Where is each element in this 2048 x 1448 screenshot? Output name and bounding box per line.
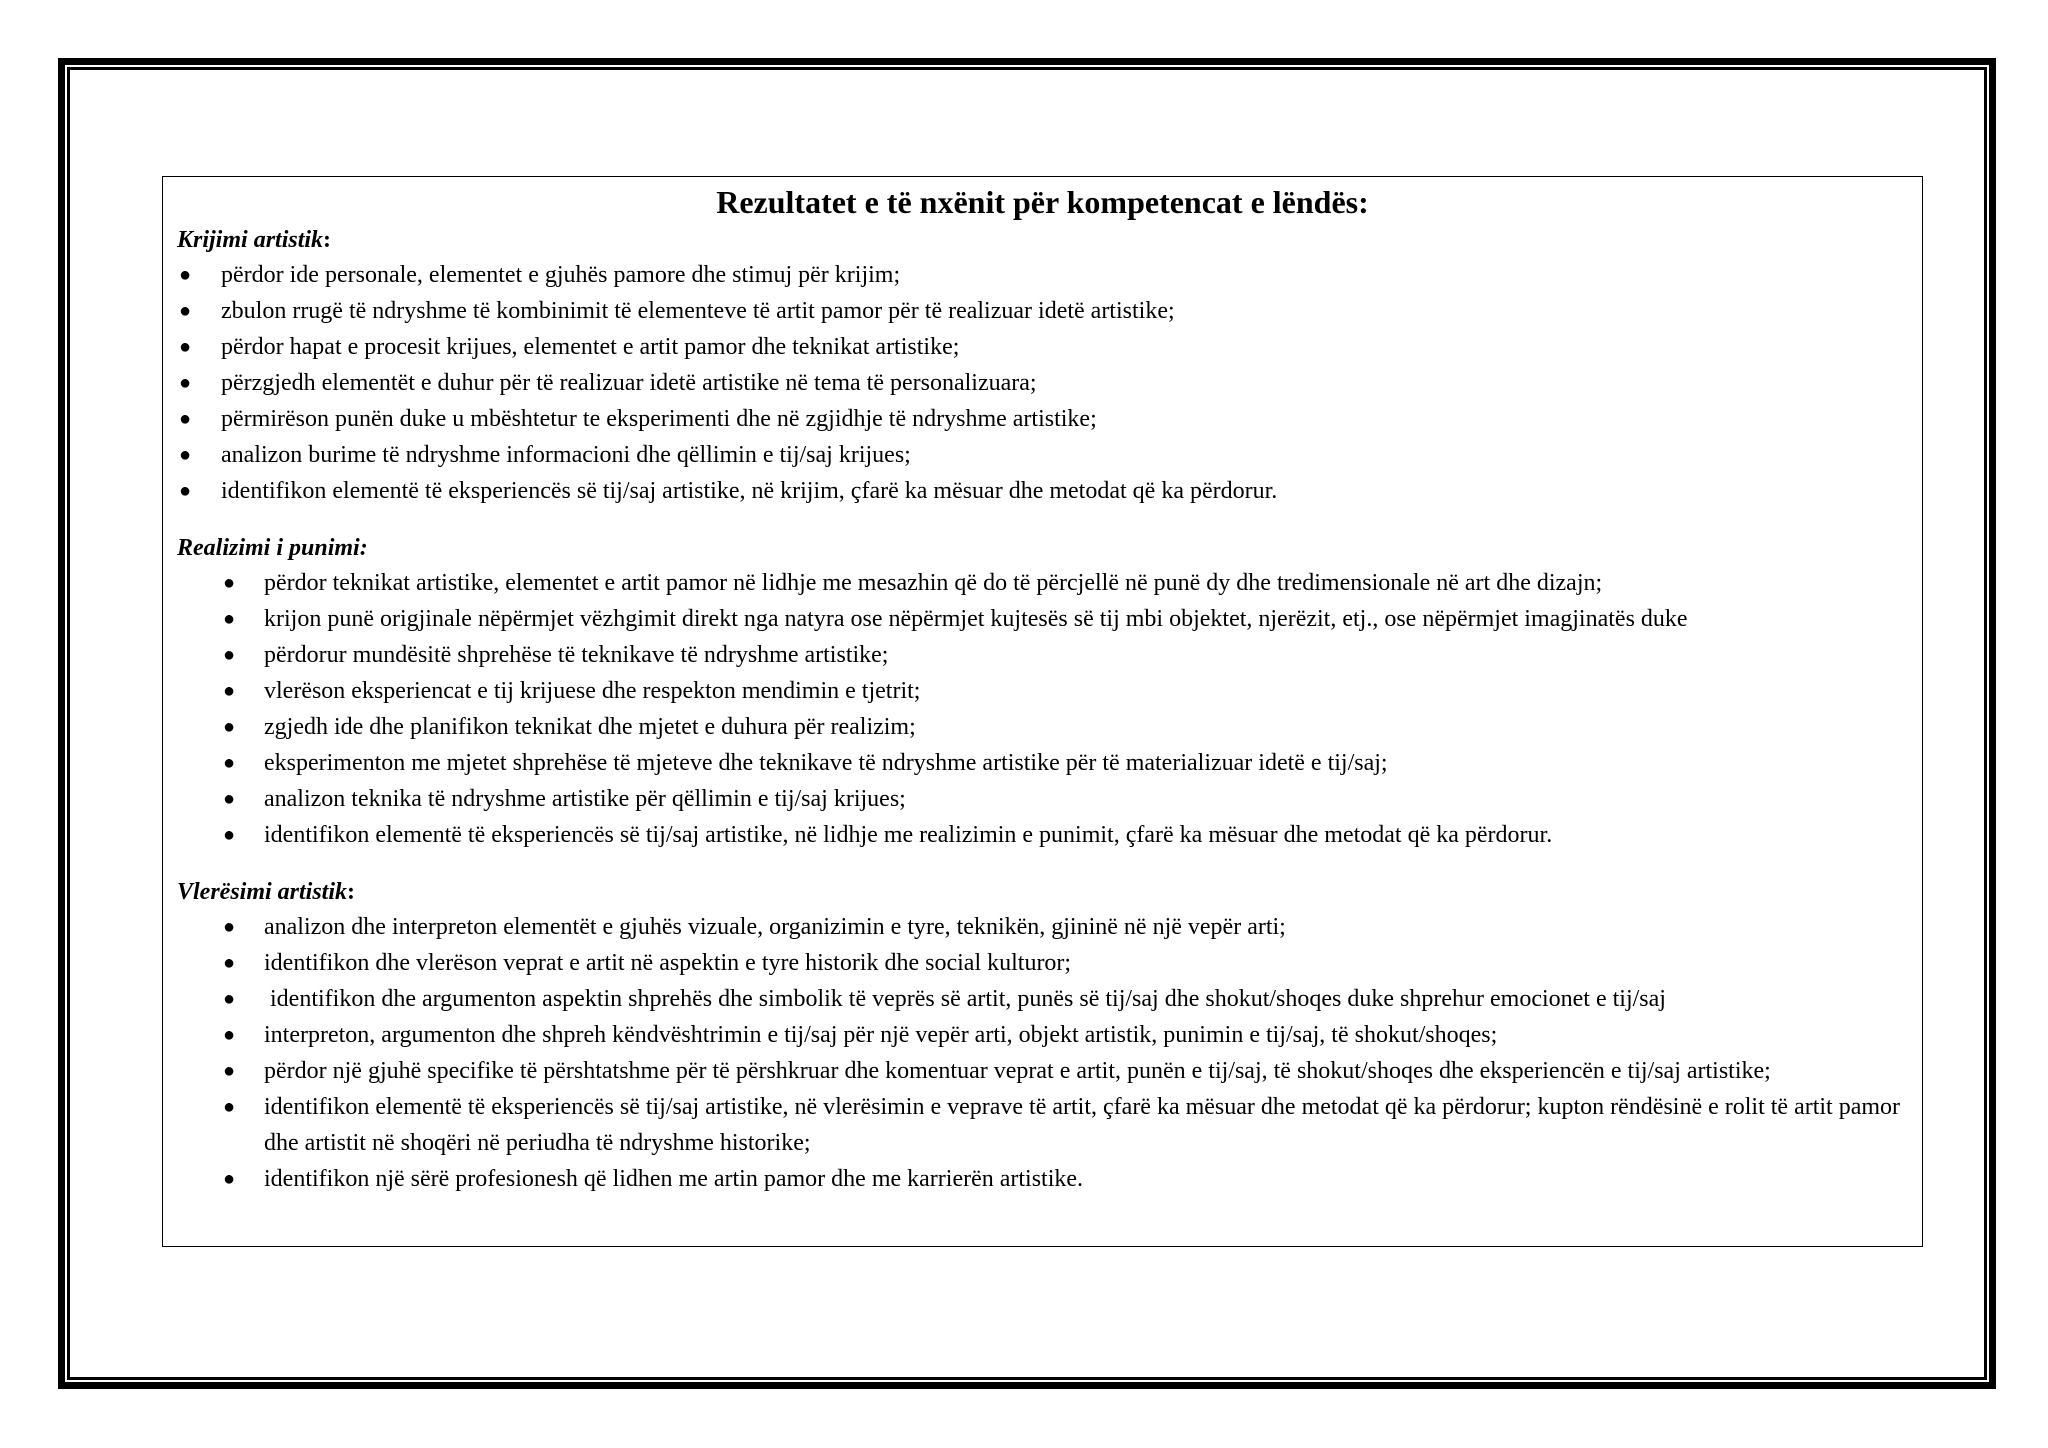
section-spacer	[177, 509, 1908, 531]
bullet-icon: ●	[223, 644, 236, 666]
list-item: ● përdor hapat e procesit krijues, elementet e artit pamor dhe teknikat artistike;	[177, 329, 1908, 365]
list-item: ● identifikon elementë të eksperiencës së tij/saj artistike, në vlerësimin e veprave të artit, çfarë ka mësuar dhe metodat që ka përdorur; kupton rëndësinë e rolit të artit pamor dhe artistit në shoqëri në periudha të ndryshme historike;	[177, 1089, 1908, 1161]
list-item: ● zbulon rrugë të ndryshme të kombinimit të elementeve të artit pamor për të realizuar idetë artistike;	[177, 293, 1908, 329]
list-item: ● përdor një gjuhë specifike të përshtatshme për të përshkruar dhe komentuar veprat e artit, punën e tij/saj, të shokut/shoqes dhe eksperiencën e tij/saj artistike;	[177, 1053, 1908, 1089]
bullet-icon: ●	[179, 264, 192, 286]
list-item: ● vlerëson eksperiencat e tij krijuese dhe respekton mendimin e tjetrit;	[177, 673, 1908, 709]
bullet-icon: ●	[223, 916, 236, 938]
bullet-icon: ●	[179, 480, 192, 502]
bullet-icon: ●	[223, 752, 236, 774]
list-item: ● analizon teknika të ndryshme artistike për qëllimin e tij/saj krijues;	[177, 781, 1908, 817]
list-item: ● identifikon elementë të eksperiencës së tij/saj artistike, në lidhje me realizimin e punimit, çfarë ka mësuar dhe metodat që ka përdorur.	[177, 817, 1908, 853]
bullet-icon: ●	[179, 408, 192, 430]
bullet-icon: ●	[223, 952, 236, 974]
bullet-icon: ●	[223, 1168, 236, 1190]
list-item: ● identifikon një sërë profesionesh që lidhen me artin pamor dhe me karrierën artistike.	[177, 1161, 1908, 1197]
list-item: ● identifikon dhe argumenton aspektin shprehës dhe simbolik të veprës së artit, punës së tij/saj dhe shokut/shoqes duke shprehur emocionet e tij/saj	[177, 981, 1908, 1017]
list-item: ● analizon burime të ndryshme informacioni dhe qëllimin e tij/saj krijues;	[177, 437, 1908, 473]
bullet-icon: ●	[223, 988, 236, 1010]
bullet-icon: ●	[223, 1060, 236, 1082]
list-item: ● eksperimenton me mjetet shprehëse të mjeteve dhe teknikave të ndryshme artistike për të materializuar idetë e tij/saj;	[177, 745, 1908, 781]
learning-outcomes-box	[162, 176, 1923, 1247]
section-vleresimi-artistik	[177, 875, 1908, 1197]
bullet-list	[177, 909, 1908, 1197]
bullet-icon: ●	[223, 1096, 236, 1118]
list-item: ● krijon punë origjinale nëpërmjet vëzhgimit direkt nga natyra ose nëpërmjet kujtesës së tij mbi objektet, njerëzit, etj., ose nëpërmjet imagjinatës duke	[177, 601, 1908, 637]
list-item: ● identifikon dhe vlerëson veprat e artit në aspektin e tyre historik dhe social kulturor;	[177, 945, 1908, 981]
section-heading: Krijimi artistik:	[177, 227, 332, 253]
bullet-icon: ●	[179, 372, 192, 394]
section-spacer	[177, 853, 1908, 875]
list-item: ● zgjedh ide dhe planifikon teknikat dhe mjetet e duhura për realizim;	[177, 709, 1908, 745]
bullet-icon: ●	[223, 608, 236, 630]
bullet-list	[177, 257, 1908, 509]
section-heading: Vlerësimi artistik:	[177, 879, 356, 905]
bullet-icon: ●	[223, 788, 236, 810]
bullet-icon: ●	[179, 444, 192, 466]
list-item: ● përdor ide personale, elementet e gjuhës pamore dhe stimuj për krijim;	[177, 257, 1908, 293]
bullet-icon: ●	[179, 336, 192, 358]
section-krijimi-artistik	[177, 223, 1908, 509]
bullet-icon: ●	[223, 680, 236, 702]
list-item: ● identifikon elementë të eksperiencës së tij/saj artistike, në krijim, çfarë ka mësuar dhe metodat që ka përdorur.	[177, 473, 1908, 509]
list-item: ● përdorur mundësitë shprehëse të teknikave të ndryshme artistike;	[177, 637, 1908, 673]
list-item: ● analizon dhe interpreton elementët e gjuhës vizuale, organizimin e tyre, teknikën, gjininë në një vepër arti;	[177, 909, 1908, 945]
bullet-icon: ●	[223, 572, 236, 594]
bullet-icon: ●	[179, 300, 192, 322]
list-item: ● përdor teknikat artistike, elementet e artit pamor në lidhje me mesazhin që do të përcjellë në punë dy dhe tredimensionale në art dhe dizajn;	[177, 565, 1908, 601]
bullet-list	[177, 565, 1908, 853]
section-realizimi-i-punimi	[177, 531, 1908, 853]
list-item: ● interpreton, argumenton dhe shpreh këndvështrimin e tij/saj për një vepër arti, objekt artistik, punimin e tij/saj, të shokut/shoqes;	[177, 1017, 1908, 1053]
list-item: ● përmirëson punën duke u mbështetur te eksperimenti dhe në zgjidhje të ndryshme artistike;	[177, 401, 1908, 437]
section-heading: Realizimi i punimi:	[177, 535, 368, 561]
bullet-icon: ●	[223, 716, 236, 738]
bullet-icon: ●	[223, 824, 236, 846]
page-title: Rezultatet e të nxënit për kompetencat e lëndës:	[716, 184, 1369, 220]
bullet-icon: ●	[223, 1024, 236, 1046]
list-item: ● përzgjedh elementët e duhur për të realizuar idetë artistike në tema të personalizuara;	[177, 365, 1908, 401]
